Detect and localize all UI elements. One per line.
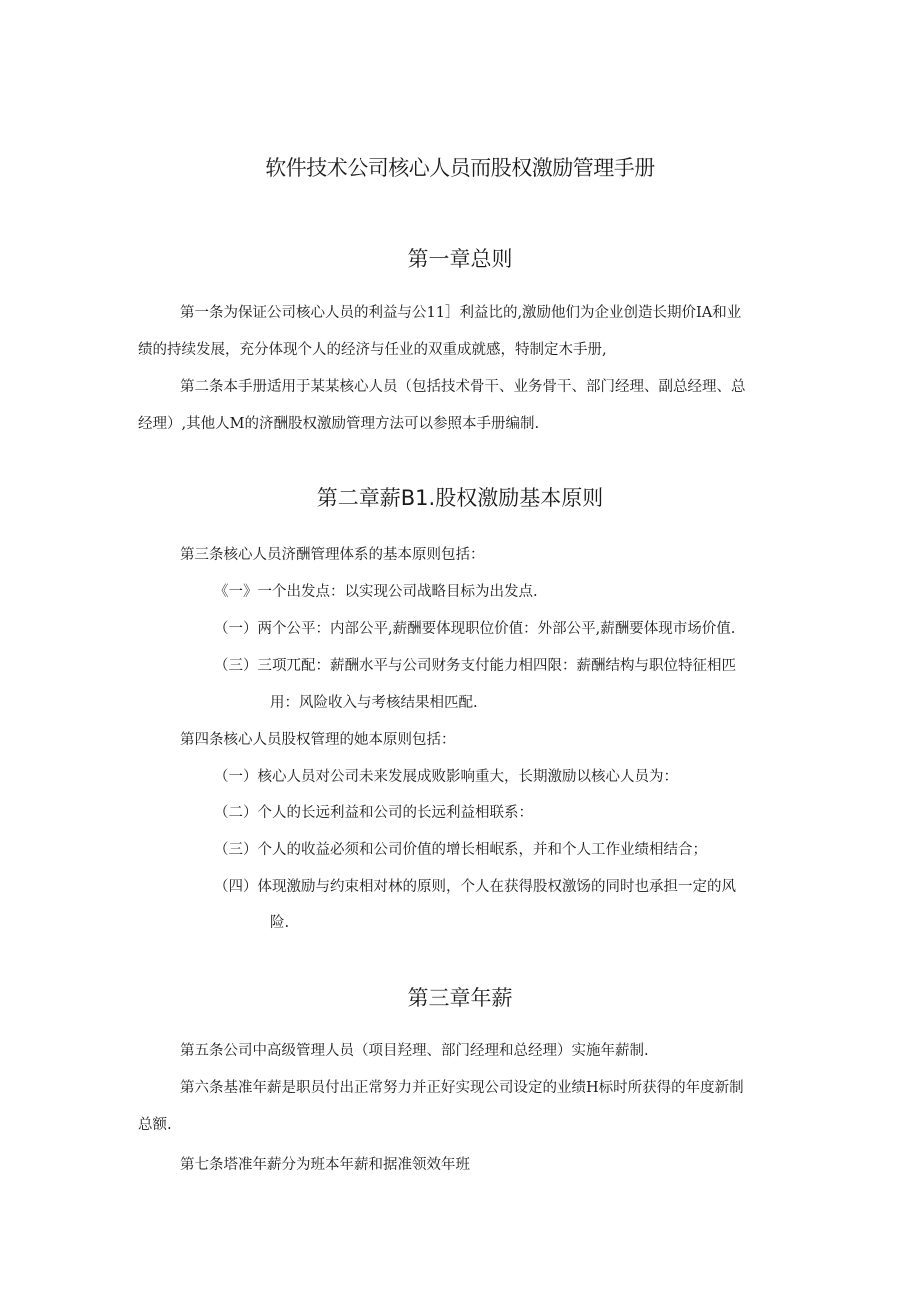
chapter-3-heading: 第三章年薪 <box>407 986 513 1010</box>
article-4-item-4-line-2: 险. <box>270 915 290 931</box>
article-4-item-1: （一）核心人员对公司未来发展成败影响重大，长期激励以核心人员为： <box>214 769 678 785</box>
article-5: 第五条公司中高级管理人员（项目羟理、部门经理和总经理）实施年薪制. <box>180 1043 649 1059</box>
article-4-item-4-line-1: （四）体现激励与约束相对林的原则，个人在获得股权激饧的同时也承担一定的风 <box>214 879 736 895</box>
article-3-item-3-line-1: （三）三项兀配：薪酬水平与公司财务支付能力相四限：薪酬结构与职位特征相匹 <box>214 658 736 674</box>
article-4-item-2: （二）个人的长远利益和公司的长远利益相联系： <box>214 805 533 821</box>
article-7: 第七条塔准年薪分为班本年薪和据准领效年班 <box>180 1157 470 1173</box>
article-6-line-2: 总额. <box>138 1117 172 1133</box>
article-1-line-1: 第一条为保证公司核心人员的利益与公11］利益比的,激励他们为企业创造长期价IA和业 <box>180 305 742 321</box>
chapter-1-heading: 第一章总则 <box>407 247 513 271</box>
article-3-item-1: 《一》一个出发点：以实现公司战略目标为出发点. <box>214 584 538 600</box>
article-3-item-2: （一）两个公平：内部公平,薪酬要体现职位价值：外部公平,薪酬要体现市场价值. <box>214 621 736 637</box>
article-1-line-2: 绩的持续发展，充分体现个人的经济与任业的双重成就感，特制定木手册, <box>138 342 607 358</box>
article-3: 第三条核心人员济酬管理体系的基本原则包括： <box>180 547 485 563</box>
article-4-item-3: （三）个人的收益必须和公司价值的增长相岷系，并和个人工作业绩相结合； <box>214 842 707 858</box>
article-2-line-1: 第二条本手册适用于某某核心人员（包括技术骨干、业务骨干、部门经理、副总经理、总 <box>180 379 746 395</box>
article-2-line-2: 经理）,其他人M的济酬股权激励管理方法可以参照本手册编制. <box>138 416 540 432</box>
article-3-item-3-line-2: 用：风险收入与考核结果相匹配. <box>270 695 478 711</box>
document-title: 软件技术公司核心人员而股权激励管理手册 <box>265 156 655 180</box>
article-6-line-1: 第六条基准年薪是职员付出正常努力并正好实现公司设定的业绩H标时所获得的年度新制 <box>180 1080 744 1096</box>
chapter-2-heading: 第二章薪B1.股权激励基本原则 <box>316 486 604 510</box>
article-4: 第四条核心人员股权管理的她本原则包括： <box>180 732 456 748</box>
